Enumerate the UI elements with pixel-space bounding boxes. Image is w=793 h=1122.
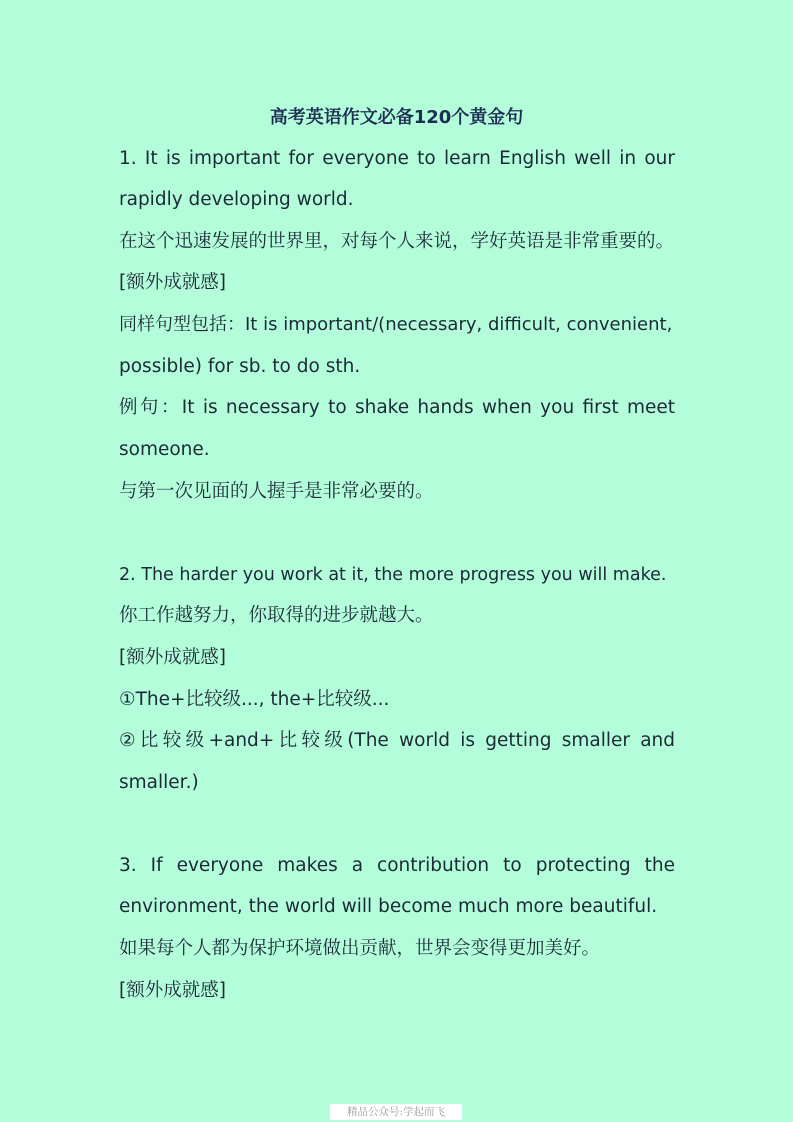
footer-watermark: 精品公众号:学起而飞 xyxy=(330,1104,462,1120)
text-line: 1. It is important for everyone to learn English well in our xyxy=(119,148,675,169)
text-line: [额外成就感] xyxy=(119,647,226,668)
text-line: smaller.) xyxy=(119,772,199,793)
text-line: 3. If everyone makes a contribution to protecting the xyxy=(119,855,675,876)
text-line: 2. The harder you work at it, the more progress you will make. xyxy=(119,565,667,585)
text-line: 例句：It is necessary to shake hands when you first meet xyxy=(119,397,675,418)
text-line: ②比较级+and+比较级(The world is getting smaller and xyxy=(119,730,675,751)
text-line: [额外成就感] xyxy=(119,272,226,293)
text-line: [额外成就感] xyxy=(119,980,226,1001)
text-line: 同样句型包括：It is important/(necessary, difficult, convenient, xyxy=(119,314,673,335)
text-line: 如果每个人都为保护环境做出贡献，世界会变得更加美好。 xyxy=(119,938,601,959)
text-line: 与第一次见面的人握手是非常必要的。 xyxy=(119,481,434,502)
page-title: 高考英语作文必备120个黄金句 xyxy=(269,107,524,128)
text-line: possible) for sb. to do sth. xyxy=(119,356,361,377)
text-line: ①The+比较级..., the+比较级... xyxy=(119,689,390,710)
text-line: environment, the world will become much more beautiful. xyxy=(119,896,658,917)
text-line: 在这个迅速发展的世界里，对每个人来说，学好英语是非常重要的。 xyxy=(119,231,675,252)
text-line: 你工作越努力，你取得的进步就越大。 xyxy=(119,605,434,626)
text-line: someone. xyxy=(119,439,210,460)
text-line: rapidly developing world. xyxy=(119,189,354,210)
